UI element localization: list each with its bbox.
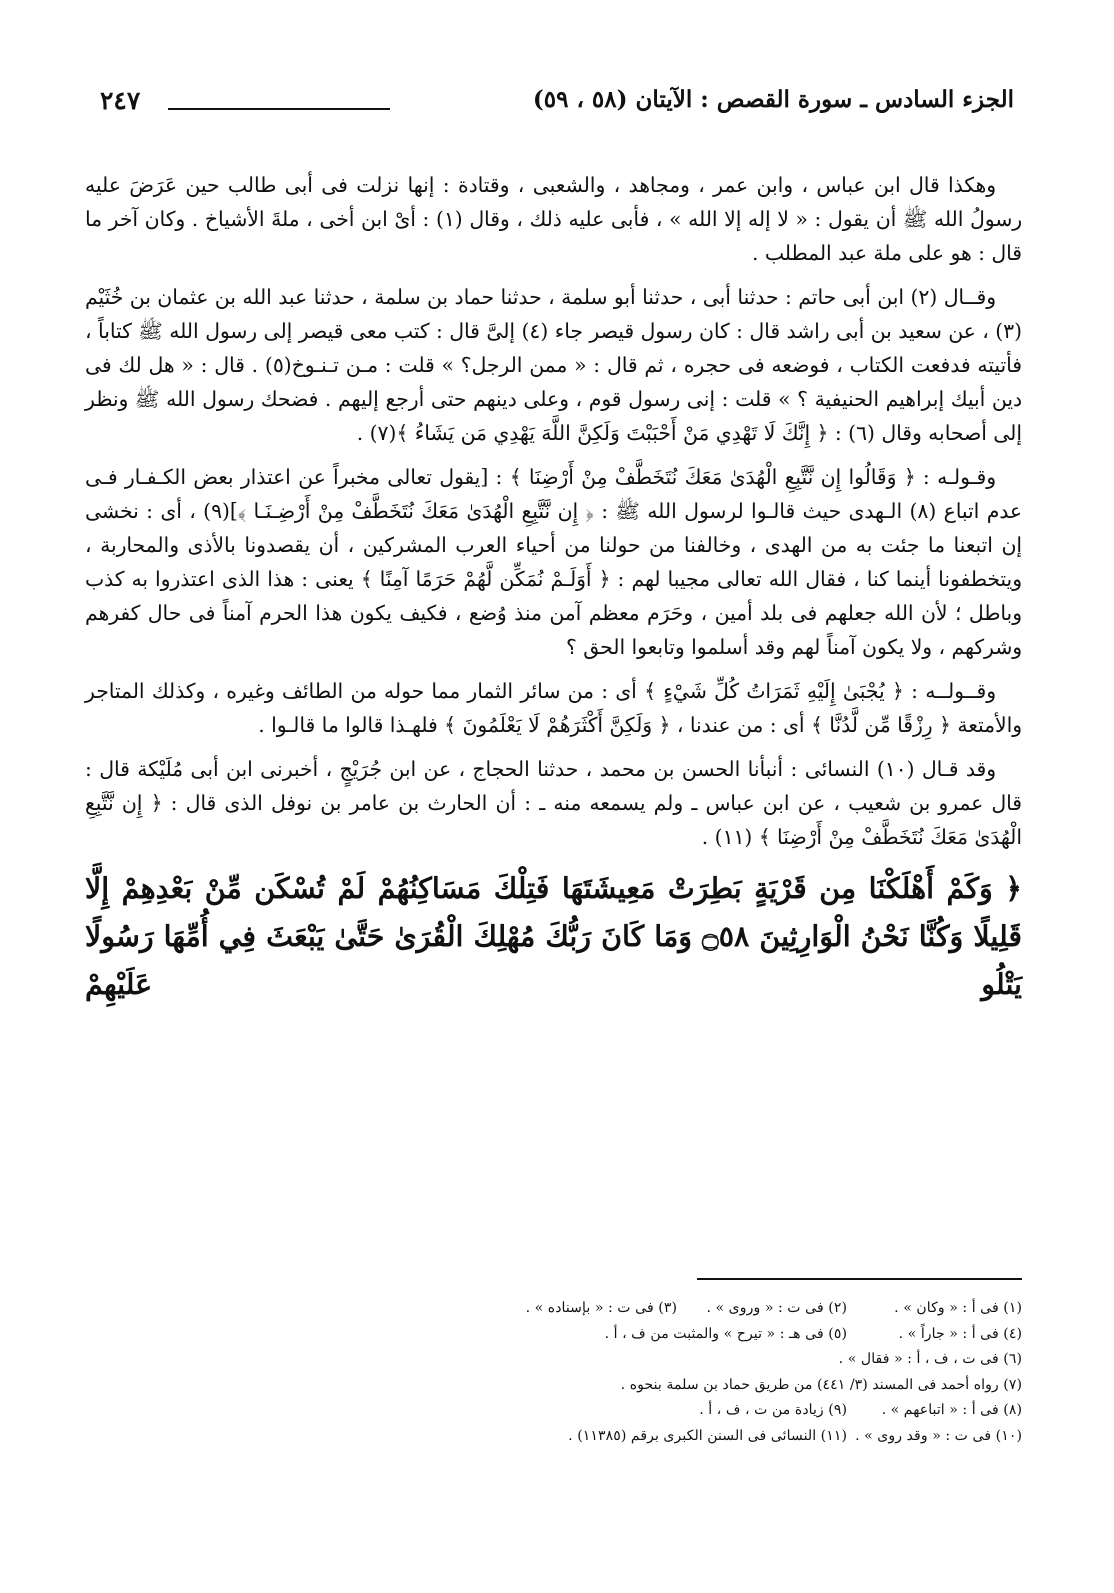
footnote-row [85,1373,1022,1399]
footnote-row [85,1322,1022,1348]
footnote-row [85,1424,1022,1450]
footnote-2: (٢) فى ت : « وروى » . [706,1300,847,1316]
footnote-7: (٧) رواه أحمد فى المسند (٣/ ٤٤١) من طريق حماد بن سلمة بنحوه . [620,1376,1022,1393]
quran-verse: ﴿ وَكَمْ أَهْلَكْنَا مِن قَرْيَةٍ بَطِرَتْ مَعِيشَتَهَا فَتِلْكَ مَسَاكِنُهُمْ لَمْ تُسْكَن مِّنْ بَعْدِهِمْ إِلَّا قَلِيلًا وَكُنَّا نَحْنُ الْوَارِثِينَ ۝٥٨ وَمَا كَانَ رَبُّكَ مُهْلِكَ الْقُرَىٰ حَتَّىٰ يَبْعَثَ فِي أُمِّهَا رَسُولًا يَتْلُو عَلَيْهِمْ [85,871,1022,1001]
paragraph-3: وقـولـه : ﴿ وَقَالُوا إِن نَّتَّبِعِ الْهُدَىٰ مَعَكَ نُتَخَطَّفْ مِنْ أَرْضِنَا ﴾ : [يقول تعالى مخبراً عن اعتذار بعض الكـفـار فـى عدم اتباع (٨) الـهدى حيث قالـوا لرسول الله ﷺ : ﴿ إِن نَّتَّبِعِ الْهُدَىٰ مَعَكَ نُتَخَطَّفْ مِنْ أَرْضِـنَـا ﴾](٩) ، أى : نخشى إن اتبعنا ما جئت به من الهدى ، وخالفنا من حولنا من أحياء العرب المشركين ، أن يقصدونا بالأذى والمحاربة ، ويتخطفونا أينما كنا ، فقال الله تعالى مجيبا لهم : ﴿ أَوَلَـمْ نُمَكِّن لَّهُمْ حَرَمًا آمِنًا ﴾ يعنى : هذا الذى اعتذروا به كذب وباطل ؛ لأن الله جعلهم فى بلد أمين ، وحَرَم معظم آمن منذ وُضع ، فكيف يكون هذا الحرم آمناً فى حال كفرهم وشركهم ، ولا يكون آمناً لهم وقد أسلموا وتابعوا الحق ؟ [85,465,1022,659]
paragraph-1: وهكذا قال ابن عباس ، وابن عمر ، ومجاهد ، والشعبى ، وقتادة : إنها نزلت فى أبى طالب حين عَرَضَ عليه رسولُ الله ﷺ أن يقول : « لا إله إلا الله » ، فأبى عليه ذلك ، وقال (١) : أىْ ابن أخى ، ملةَ الأشياخ . وكان آخر ما قال : هو على ملة عبد المطلب . [85,173,1022,265]
page-number: ٢٤٧ [100,86,141,115]
footnote-1: (١) فى أ : « وكان » . [894,1300,1022,1316]
footnote-11: (١١) النسائى فى السنن الكبرى برقم (١١٣٨٥) . [568,1427,847,1444]
footnote-row [85,1398,1022,1424]
page-header [100,86,1014,122]
footnote-9: (٩) زيادة من ت ، ف ، أ . [699,1402,847,1419]
footnote-rule [697,1278,1022,1280]
footnote-4: (٤) فى أ : « جاراً » . [898,1325,1022,1342]
paragraph-4: وقــولــه : ﴿ يُجْبَىٰ إِلَيْهِ ثَمَرَاتُ كُلِّ شَيْءٍ ﴾ أى : من سائر الثمار مما حوله من الطائف وغيره ، وكذلك المتاجر والأمتعة ﴿ رِزْقًا مِّن لَّدُنَّا ﴾ أى : من عندنا ، ﴿ وَلَكِنَّ أَكْثَرَهُمْ لَا يَعْلَمُونَ ﴾ فلهـذا قالوا ما قالـوا . [85,679,1022,737]
main-text [85,168,1022,1008]
header-rule [168,108,390,110]
footnote-row [85,1347,1022,1373]
footnote-3: (٣) فى ت : « بإسناده » . [525,1300,677,1316]
paragraph-2: وقــال (٢) ابن أبى حاتم : حدثنا أبى ، حدثنا أبو سلمة ، حدثنا حماد بن سلمة ، حدثنا عبد الله بن عثمان بن خُثَيْم (٣) ، عن سعيد بن أبى راشد قال : كان رسول قيصر جاء (٤) إلىَّ قال : كتب معى قيصر إلى رسول الله ﷺ كتاباً ، فأتيته فدفعت الكتاب ، فوضعه فى حجره ، ثم قال : « ممن الرجل؟ » قلت : مـن تـنـوخ(٥) . قال : « هل لك فى دين أبيك إبراهيم الحنيفية ؟ » قلت : إنى رسول قوم ، وعلى دينهم حتى أرجع إليهم . فضحك رسول الله ﷺ ونظر إلى أصحابه وقال (٦) : ﴿ إِنَّكَ لَا تَهْدِي مَنْ أَحْبَبْتَ وَلَكِنَّ اللَّهَ يَهْدِي مَن يَشَاءُ ﴾(٧) . [85,285,1022,445]
footnote-row [85,1296,1022,1322]
footnote-5: (٥) فى هـ : « تيرح » والمثبت من ف ، أ . [604,1325,847,1342]
footnote-10: (١٠) فى ت : « وقد روى » . [855,1427,1022,1444]
footnote-6: (٦) فى ت ، ف ، أ : « فقال » . [838,1351,1022,1368]
paragraph-5: وقد قـال (١٠) النسائى : أنبأنا الحسن بن محمد ، حدثنا الحجاج ، عن ابن جُرَيْجٍ ، أخبرنى ابن أبى مُلَيْكة قال : قال عمرو بن شعيب ، عن ابن عباس ـ ولم يسمعه منه ـ : أن الحارث بن عامر بن نوفل الذى قال : ﴿ إِن نَّتَّبِعِ الْهُدَىٰ مَعَكَ نُتَخَطَّفْ مِنْ أَرْضِنَا ﴾ (١١) . [85,757,1022,849]
running-title: الجزء السادس ـ سورة القصص : الآيتان (٥٨ ، ٥٩) [532,86,1014,113]
footnote-8: (٨) فى أ : « اتباعهم » . [881,1402,1022,1419]
footnotes [85,1296,1022,1450]
